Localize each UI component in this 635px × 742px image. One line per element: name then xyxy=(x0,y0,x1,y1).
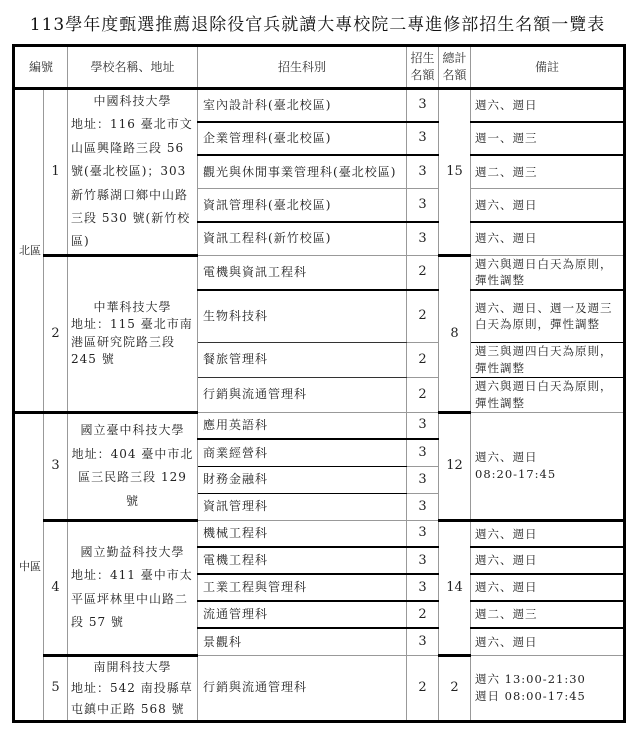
remark-line2: 08:20-17:45 xyxy=(475,466,557,481)
department-remark: 週六、週日 xyxy=(471,574,625,601)
department-name: 行銷與流通管理科 xyxy=(198,377,407,412)
table-row xyxy=(14,412,625,439)
department-name: 財務金融科 xyxy=(198,466,407,493)
region-central: 中區 xyxy=(14,412,44,721)
department-quota: 2 xyxy=(407,601,439,628)
department-remark: 週六、週日 xyxy=(471,628,625,655)
department-quota: 3 xyxy=(407,493,439,520)
school-info xyxy=(68,655,198,721)
department-name: 資訊管理科(臺北校區) xyxy=(198,189,407,222)
department-name: 資訊工程科(新竹校區) xyxy=(198,222,407,255)
school-remark xyxy=(471,655,625,721)
department-name: 工業工程與管理科 xyxy=(198,574,407,601)
school-address: 地址：115 臺北市南港區研究院路三段 245 號 xyxy=(71,317,193,367)
school-remark xyxy=(471,412,625,520)
header-remarks: 備註 xyxy=(471,46,625,89)
school-address: 地址：116 臺北市文山區興隆路三段 56 號(臺北校區)；303 新竹縣湖口鄉中山路三段 530 號(新竹校區) xyxy=(71,117,193,249)
table-row xyxy=(14,255,625,290)
department-quota: 2 xyxy=(407,290,439,342)
department-name: 生物科技科 xyxy=(198,290,407,342)
header-department: 招生科別 xyxy=(198,46,407,89)
school-name: 中華科技大學 xyxy=(93,299,172,314)
department-quota: 3 xyxy=(407,574,439,601)
department-remark: 週六與週日白天為原則，彈性調整 xyxy=(471,255,625,290)
department-name: 觀光與休閒事業管理科(臺北校區) xyxy=(198,155,407,188)
department-name: 商業經營科 xyxy=(198,439,407,466)
department-quota: 3 xyxy=(407,412,439,439)
department-remark: 週六、週日 xyxy=(471,89,625,122)
department-remark: 週三與週四白天為原則，彈性調整 xyxy=(471,342,625,377)
school-info xyxy=(68,412,198,520)
table-header-row xyxy=(14,46,625,89)
table-row xyxy=(14,520,625,547)
department-remark: 週六、週日 xyxy=(471,189,625,222)
department-quota: 3 xyxy=(407,520,439,547)
department-remark: 週六、週日 xyxy=(471,222,625,255)
department-remark: 週六、週日 xyxy=(471,520,625,547)
department-remark: 週二、週三 xyxy=(471,601,625,628)
school-name: 國立臺中科技大學 xyxy=(80,423,185,438)
department-quota: 3 xyxy=(407,439,439,466)
department-remark: 週二、週三 xyxy=(471,155,625,188)
department-name: 資訊管理科 xyxy=(198,493,407,520)
school-total: 12 xyxy=(439,412,471,520)
header-total xyxy=(439,46,471,89)
department-quota: 3 xyxy=(407,547,439,574)
department-quota: 2 xyxy=(407,255,439,290)
school-number: 4 xyxy=(44,520,68,655)
admission-quota-table xyxy=(12,44,626,723)
department-quota: 2 xyxy=(407,655,439,721)
table-row xyxy=(14,655,625,721)
school-info xyxy=(68,89,198,256)
department-quota: 3 xyxy=(407,189,439,222)
header-total-line1: 總計 xyxy=(442,51,467,66)
document-title: 113學年度甄選推薦退除役官兵就讀大專校院二專進修部招生名額一覽表 xyxy=(29,15,606,35)
school-info xyxy=(68,520,198,655)
department-remark: 週六、週日 xyxy=(471,547,625,574)
department-name: 電機與資訊工程科 xyxy=(198,255,407,290)
department-quota: 3 xyxy=(407,122,439,155)
remark-line1: 週六 13:00-21:30 xyxy=(475,672,586,687)
department-quota: 3 xyxy=(407,466,439,493)
remark-line2: 週日 08:00-17:45 xyxy=(475,688,586,703)
school-address: 地址：404 臺中市北區三民路三段 129 號 xyxy=(71,446,194,508)
header-quota-line2: 名額 xyxy=(410,68,435,82)
department-name: 企業管理科(臺北校區) xyxy=(198,122,407,155)
department-remark: 週六與週日白天為原則，彈性調整 xyxy=(471,377,625,412)
department-name: 景觀科 xyxy=(198,628,407,655)
remark-line1: 週六、週日 xyxy=(475,450,538,465)
department-name: 流通管理科 xyxy=(198,601,407,628)
department-name: 機械工程科 xyxy=(198,520,407,547)
school-name: 國立勤益科技大學 xyxy=(80,544,185,559)
school-info xyxy=(68,255,198,412)
school-total: 8 xyxy=(439,255,471,412)
school-address: 地址：411 臺中市太平區坪林里中山路二段 57 號 xyxy=(71,568,193,630)
department-name: 電機工程科 xyxy=(198,547,407,574)
school-name: 南開科技大學 xyxy=(93,659,172,674)
header-number: 編號 xyxy=(14,46,68,89)
school-address: 地址：542 南投縣草屯鎮中正路 568 號 xyxy=(71,680,193,716)
department-quota: 2 xyxy=(407,342,439,377)
department-name: 室內設計科(臺北校區) xyxy=(198,89,407,122)
school-total: 2 xyxy=(439,655,471,721)
school-number: 1 xyxy=(44,89,68,256)
region-north: 北區 xyxy=(14,89,44,413)
department-quota: 3 xyxy=(407,89,439,122)
school-number: 3 xyxy=(44,412,68,520)
table-row xyxy=(14,89,625,122)
department-quota: 2 xyxy=(407,377,439,412)
school-total: 15 xyxy=(439,89,471,256)
department-quota: 3 xyxy=(407,155,439,188)
department-name: 應用英語科 xyxy=(198,412,407,439)
department-name: 餐旅管理科 xyxy=(198,342,407,377)
department-remark: 週一、週三 xyxy=(471,122,625,155)
school-total: 14 xyxy=(439,520,471,655)
header-total-line2: 名額 xyxy=(442,68,467,82)
department-quota: 3 xyxy=(407,628,439,655)
school-number: 5 xyxy=(44,655,68,721)
school-name: 中國科技大學 xyxy=(93,94,172,108)
school-number: 2 xyxy=(44,255,68,412)
department-remark: 週六、週日、週一及週三白天為原則，彈性調整 xyxy=(471,290,625,342)
header-school: 學校名稱、地址 xyxy=(68,46,198,89)
department-quota: 3 xyxy=(407,222,439,255)
header-quota xyxy=(407,46,439,89)
header-quota-line1: 招生 xyxy=(410,51,435,66)
department-name: 行銷與流通管理科 xyxy=(198,655,407,721)
